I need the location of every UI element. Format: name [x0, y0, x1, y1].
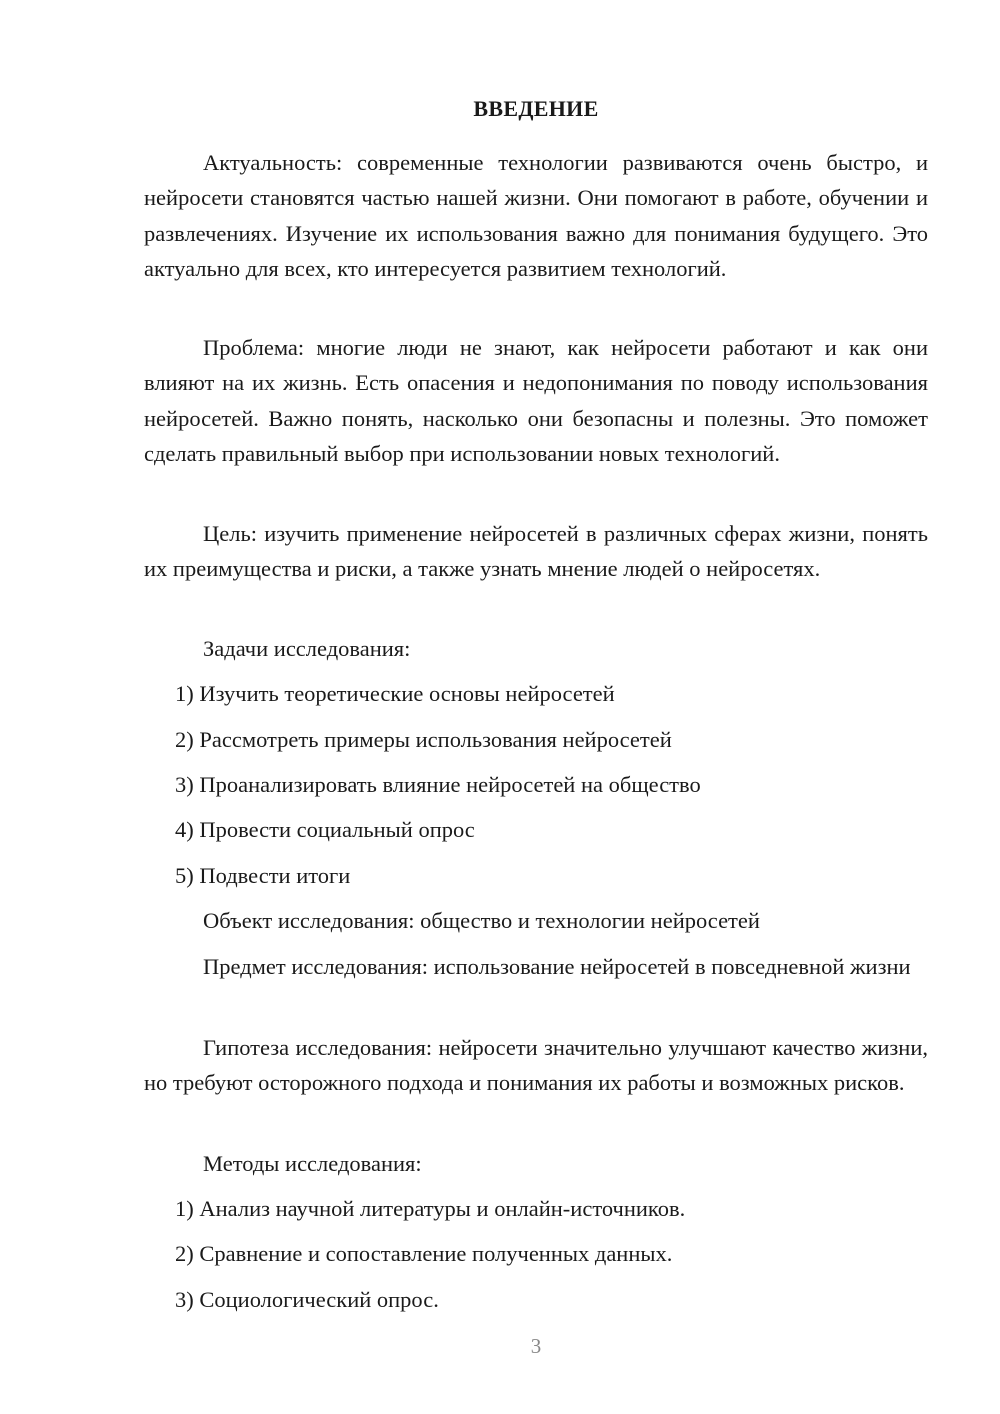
page-number: 3	[530, 1334, 542, 1358]
tasks-title: Задачи исследования:	[203, 636, 411, 661]
methods-title: Методы исследования:	[203, 1151, 422, 1176]
task-item: 3) Проанализировать влияние нейросетей на общество	[175, 772, 701, 797]
section-heading: ВВЕДЕНИЕ	[473, 96, 599, 121]
relevance-paragraph: Актуальность: современные технологии развиваются очень быстро, и нейросети становятся частью нашей жизни. Они помогают в работе, обучении и развлечениях. Изучение их использования важно для понимания будущего. Это актуально для всех, кто интересуется развитием технологий.	[144, 150, 928, 281]
method-item: 3) Социологический опрос.	[175, 1287, 439, 1312]
task-item: 1) Изучить теоретические основы нейросетей	[175, 681, 615, 706]
research-subject: Предмет исследования: использование нейросетей в повседневной жизни	[203, 954, 911, 979]
method-item: 2) Сравнение и сопоставление полученных данных.	[175, 1241, 673, 1266]
task-item: 4) Провести социальный опрос	[175, 817, 475, 842]
goal-paragraph: Цель: изучить применение нейросетей в различных сферах жизни, понять их преимущества и риски, а также узнать мнение людей о нейросетях.	[144, 521, 928, 582]
task-item: 2) Рассмотреть примеры использования нейросетей	[175, 727, 672, 752]
research-hypothesis: Гипотеза исследования: нейросети значительно улучшают качество жизни, но требуют осторожного подхода и понимания их работы и возможных рисков.	[144, 1035, 928, 1096]
task-item: 5) Подвести итоги	[175, 863, 351, 888]
method-item: 1) Анализ научной литературы и онлайн-источников.	[175, 1196, 686, 1221]
problem-paragraph: Проблема: многие люди не знают, как нейросети работают и как они влияют на их жизнь. Есть опасения и недопонимания по поводу использования нейросетей. Важно понять, насколько они безопасны и полезны. Это поможет сделать правильный выбор при использовании новых технологий.	[144, 335, 928, 466]
research-object: Объект исследования: общество и технологии нейросетей	[203, 908, 760, 933]
